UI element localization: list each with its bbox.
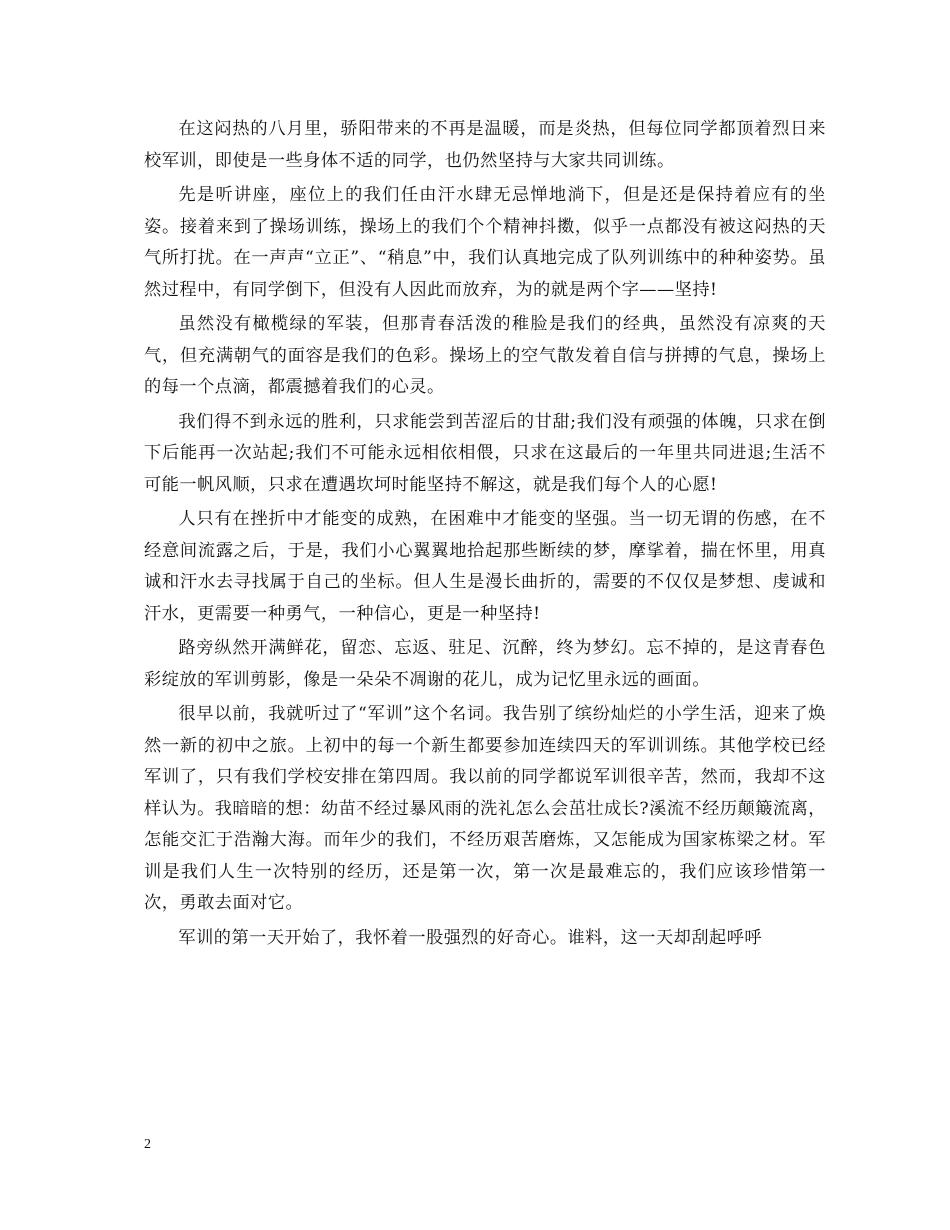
paragraph: 路旁纵然开满鲜花，留恋、忘返、驻足、沉醉，终为梦幻。忘不掉的，是这青春色彩绽放的军训剪影，像是一朵朵不凋谢的花儿，成为记忆里永远的画面。 [144,638,826,690]
paragraph: 人只有在挫折中才能变的成熟，在困难中才能变的坚强。当一切无谓的伤感，在不经意间流露之后，于是，我们小心翼翼地拾起那些断续的梦，摩挲着，揣在怀里，用真诚和汗水去寻找属于自己的坐标。但人生是漫长曲折的，需要的不仅仅是梦想、虔诚和汗水，更需要一种勇气，一种信心，更是一种坚持! [144,509,826,624]
paragraph: 虽然没有橄榄绿的军装，但那青春活泼的稚脸是我们的经典，虽然没有凉爽的天气，但充满朝气的面容是我们的色彩。操场上的空气散发着自信与拼搏的气息，操场上的每一个点滴，都震撼着我们的心灵。 [144,314,826,397]
paragraph: 军训的第一天开始了，我怀着一股强烈的好奇心。谁料，这一天却刮起呼呼 [178,927,763,948]
paragraph: 我们得不到永远的胜利，只求能尝到苦涩后的甘甜;我们没有顽强的体魄，只求在倒下后能再一次站起;我们不可能永远相依相偎，只求在这最后的一年里共同进退;生活不可能一帆风顺，只求在遭遇坎坷时能坚持不解这，就是我们每个人的心愿! [144,411,826,495]
page-number: 2 [144,1137,151,1152]
paragraph: 先是听讲座，座位上的我们任由汗水肆无忌惮地淌下，但是还是保持着应有的坐姿。接着来到了操场训练，操场上的我们个个精神抖擞，似乎一点都没有被这闷热的天气所打扰。在一声声“立正”、“稍息”中，我们认真地完成了队列训练中的种种姿势。虽然过程中，有同学倒下，但没有人因此而放弃，为的就是两个字——坚持! [144,185,826,300]
paragraph: 很早以前，我就听过了“军训”这个名词。我告别了缤纷灿烂的小学生活，迎来了焕然一新的初中之旅。上初中的每一个新生都要参加连续四天的军训训练。其他学校已经军训了，只有我们学校安排在第四周。我以前的同学都说军训很辛苦，然而，我却不这样认为。我暗暗的想：幼苗不经过暴风雨的洗礼怎么会茁壮成长?溪流不经历颠簸流离，怎能交汇于浩瀚大海。而年少的我们，不经历艰苦磨炼，又怎能成为国家栋梁之材。军训是我们人生一次特别的经历，还是第一次，第一次是最难忘的，我们应该珍惜第一次，勇敢去面对它。 [144,704,826,913]
document-body [144,114,826,957]
paragraph: 在这闷热的八月里，骄阳带来的不再是温暖，而是炎热，但每位同学都顶着烈日来校军训，即使是一些身体不适的同学，也仍然坚持与大家共同训练。 [144,119,826,171]
